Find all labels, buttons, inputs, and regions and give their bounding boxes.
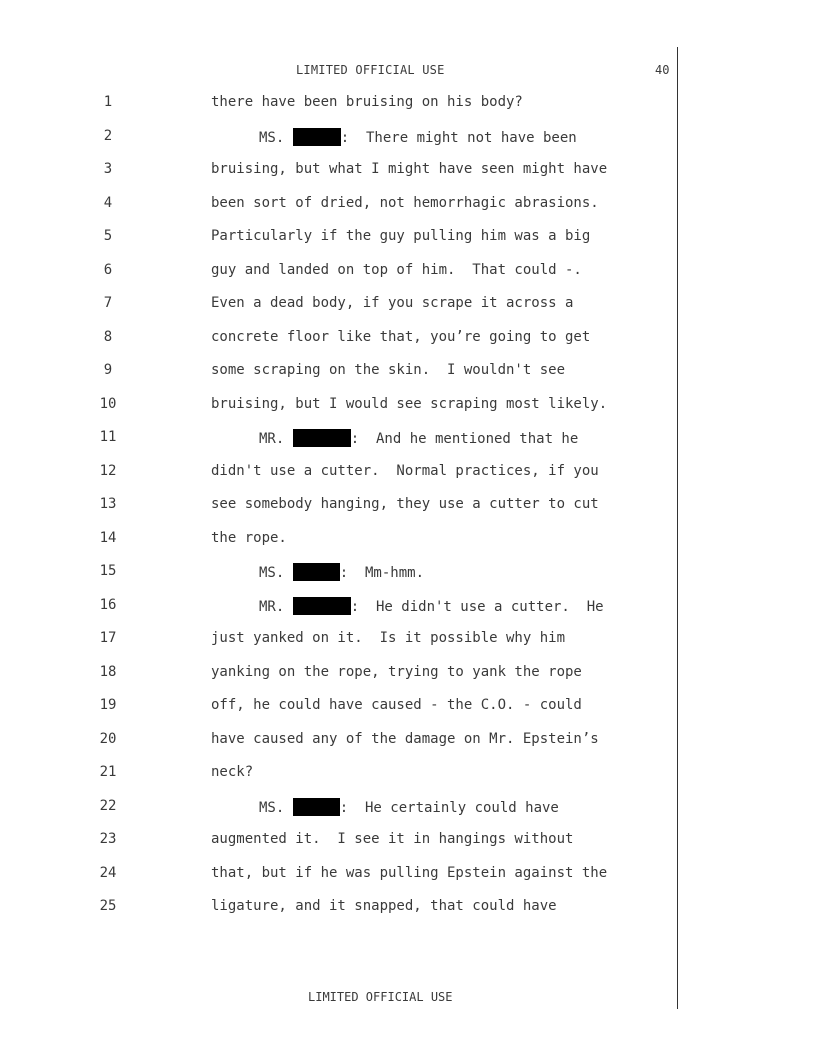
transcript-line bbox=[0, 161, 676, 183]
line-number: 21 bbox=[99, 764, 117, 780]
speaker-prefix: MS. bbox=[259, 565, 293, 581]
line-text: just yanked on it. Is it possible why him bbox=[211, 630, 566, 646]
transcript-line bbox=[0, 697, 676, 719]
transcript-line bbox=[0, 630, 676, 652]
line-text: didn't use a cutter. Normal practices, if you bbox=[211, 462, 599, 479]
line-number: 12 bbox=[99, 462, 117, 479]
line-number: 8 bbox=[103, 328, 113, 345]
speaker-prefix: MS. bbox=[259, 799, 293, 816]
line-text: neck? bbox=[211, 764, 254, 780]
line-text: bruising, but what I might have seen might have bbox=[211, 161, 608, 177]
line-number: 4 bbox=[103, 194, 113, 211]
header-classification-label: LIMITED OFFICIAL USE bbox=[296, 63, 445, 77]
line-number: 2 bbox=[103, 127, 113, 144]
line-number: 25 bbox=[99, 898, 117, 914]
line-text: see somebody hanging, they use a cutter to cut bbox=[211, 496, 599, 512]
line-number: 10 bbox=[99, 395, 117, 412]
transcript-line bbox=[0, 865, 676, 887]
line-text: augmented it. I see it in hangings without bbox=[211, 831, 574, 847]
transcript-line bbox=[0, 195, 676, 217]
line-text: ligature, and it snapped, that could have bbox=[211, 898, 557, 914]
transcript-line bbox=[0, 228, 676, 250]
speaker-prefix: MS. bbox=[259, 129, 293, 146]
line-text: off, he could have caused - the C.O. - could bbox=[211, 697, 582, 713]
transcript-line bbox=[0, 429, 676, 451]
transcript-line bbox=[0, 798, 676, 820]
line-text bbox=[259, 798, 559, 816]
speaker-text: : And he mentioned that he bbox=[350, 431, 579, 447]
transcript-line bbox=[0, 94, 676, 116]
line-text: been sort of dried, not hemorrhagic abrasions. bbox=[211, 194, 599, 211]
line-number: 1 bbox=[103, 94, 113, 110]
line-text: have caused any of the damage on Mr. Epstein’s bbox=[211, 730, 599, 747]
line-number: 6 bbox=[103, 261, 113, 278]
transcript-line bbox=[0, 362, 676, 384]
transcript-line bbox=[0, 329, 676, 351]
line-number: 20 bbox=[99, 730, 117, 747]
line-number: 18 bbox=[99, 663, 117, 680]
line-text: there have been bruising on his body? bbox=[211, 94, 523, 110]
redaction-box bbox=[293, 798, 340, 816]
line-text: concrete floor like that, you’re going to get bbox=[211, 328, 591, 345]
line-number: 11 bbox=[99, 429, 117, 445]
line-text: bruising, but I would see scraping most likely. bbox=[211, 395, 608, 412]
transcript-line bbox=[0, 295, 676, 317]
line-number: 16 bbox=[99, 596, 117, 613]
line-text: Even a dead body, if you scrape it across a bbox=[211, 295, 574, 311]
transcript-line bbox=[0, 563, 676, 585]
speaker-prefix: MR. bbox=[259, 598, 293, 615]
line-text bbox=[259, 597, 604, 615]
line-text: some scraping on the skin. I wouldn't see bbox=[211, 362, 566, 378]
line-number: 13 bbox=[99, 496, 117, 512]
right-margin-rule bbox=[677, 47, 678, 1009]
line-text: yanking on the rope, trying to yank the rope bbox=[211, 663, 582, 680]
line-number: 17 bbox=[99, 630, 117, 646]
line-number: 24 bbox=[99, 864, 117, 881]
footer-classification-label: LIMITED OFFICIAL USE bbox=[308, 990, 453, 1004]
line-number: 5 bbox=[103, 228, 113, 244]
redaction-box bbox=[293, 128, 341, 146]
line-number: 23 bbox=[99, 831, 117, 847]
line-text: guy and landed on top of him. That could -. bbox=[211, 261, 582, 278]
transcript-line bbox=[0, 898, 676, 920]
transcript-line bbox=[0, 496, 676, 518]
line-number: 22 bbox=[99, 797, 117, 814]
transcript-line bbox=[0, 731, 676, 753]
transcript-line bbox=[0, 463, 676, 485]
line-text bbox=[259, 563, 424, 581]
speaker-text: : Mm-hmm. bbox=[339, 565, 425, 581]
redaction-box bbox=[293, 563, 340, 581]
speaker-text: : He didn't use a cutter. He bbox=[350, 598, 604, 615]
line-number: 7 bbox=[103, 295, 113, 311]
redaction-box bbox=[293, 429, 351, 447]
line-number: 15 bbox=[99, 563, 117, 579]
line-text bbox=[259, 429, 578, 447]
transcript-line bbox=[0, 597, 676, 619]
line-text: the rope. bbox=[211, 529, 287, 546]
transcript-line bbox=[0, 396, 676, 418]
page-number: 40 bbox=[655, 63, 670, 77]
speaker-text: : He certainly could have bbox=[339, 799, 559, 816]
redaction-box bbox=[293, 597, 351, 615]
line-text bbox=[259, 128, 577, 146]
transcript-line bbox=[0, 530, 676, 552]
line-text: Particularly if the guy pulling him was a big bbox=[211, 228, 591, 244]
line-text: that, but if he was pulling Epstein against the bbox=[211, 864, 608, 881]
transcript-line bbox=[0, 664, 676, 686]
transcript-line bbox=[0, 128, 676, 150]
line-number: 14 bbox=[99, 529, 117, 546]
line-number: 9 bbox=[103, 362, 113, 378]
speaker-prefix: MR. bbox=[259, 431, 293, 447]
line-number: 3 bbox=[103, 161, 113, 177]
transcript-line bbox=[0, 764, 676, 786]
transcript-line bbox=[0, 262, 676, 284]
line-number: 19 bbox=[99, 697, 117, 713]
speaker-text: : There might not have been bbox=[340, 129, 577, 146]
transcript-line bbox=[0, 831, 676, 853]
